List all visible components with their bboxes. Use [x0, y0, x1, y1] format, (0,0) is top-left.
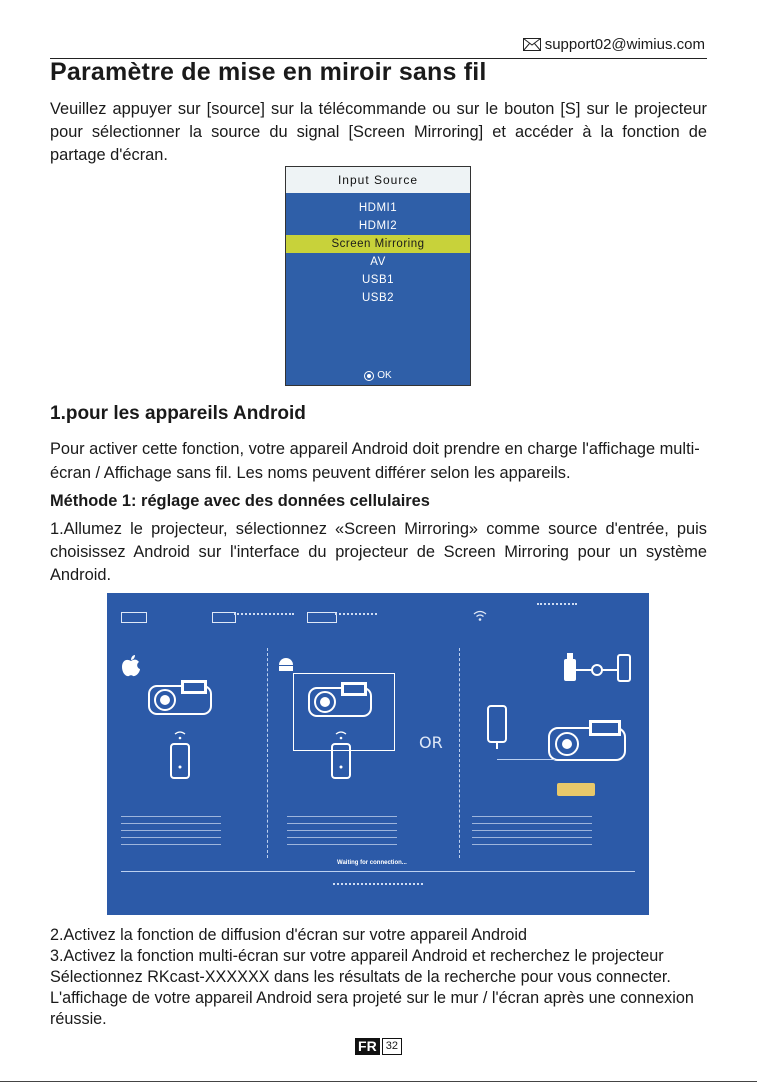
ok-button-icon: [364, 371, 374, 381]
cable-connection-icon: [562, 651, 632, 683]
wifi-icon-ios: [174, 731, 186, 740]
cable-button: [557, 783, 595, 796]
projector-icon-android: [307, 680, 373, 718]
footer-rule: [0, 1081, 757, 1082]
device-box: [307, 612, 337, 623]
step-2: 2.Activez la fonction de diffusion d'écran sur votre appareil Android: [50, 926, 528, 944]
steps-block: [50, 925, 707, 1030]
menu-item-av[interactable]: AV: [370, 256, 386, 268]
or-label: OR: [419, 733, 443, 752]
menu-item-screen-mirroring[interactable]: Screen Mirroring: [286, 235, 470, 253]
wifi-icon: [473, 610, 487, 622]
ip-text: [234, 613, 294, 621]
cable-instructions: [472, 816, 592, 846]
page-number: 32: [382, 1038, 402, 1055]
bottom-separator: [121, 871, 635, 872]
wifi-icon-android: [335, 731, 347, 740]
phone-icon-ios: [170, 743, 190, 779]
envelope-icon: [523, 38, 541, 51]
intro-text: Veuillez appuyer sur [source] sur la télécommande ou sur le bouton [S] sur le projecteur pour sélectionner la source du signal [Screen Mirroring] et accéder à la fonction de partage d'écran.: [50, 100, 707, 164]
mac-address-text: [333, 883, 423, 890]
ok-label: OK: [377, 370, 392, 381]
ip-box: [212, 612, 236, 623]
method1-heading: Méthode 1: réglage avec des données cellulaires: [50, 492, 430, 510]
column-divider-2: [459, 648, 460, 858]
section-android-text: Pour activer cette fonction, votre appareil Android doit prendre en charge l'affichage multi-écran / Affichage sans fil. Les noms peuvent différer selon les appareils.: [50, 440, 700, 482]
menu-list: [286, 199, 470, 307]
projector-icon-cable: [547, 718, 627, 762]
projector-icon-ios: [147, 678, 213, 716]
menu-ok-hint: [286, 370, 470, 381]
android-instructions: [287, 816, 397, 846]
android-icon: [277, 655, 295, 671]
menu-item-usb1[interactable]: USB1: [361, 274, 395, 286]
menu-item-usb2[interactable]: USB2: [361, 292, 395, 304]
input-source-menu: [285, 166, 471, 386]
page-title: Paramètre de mise en miroir sans fil: [50, 58, 487, 86]
menu-item-hdmi1[interactable]: HDMI1: [358, 202, 398, 214]
menu-item-hdmi2[interactable]: HDMI2: [358, 220, 398, 232]
mirroring-screen-image: [107, 593, 649, 915]
device-name-text: [335, 613, 377, 621]
step-3: 3.Activez la fonction multi-écran sur votre appareil Android et recherchez le projecteur Sélectionnez RKcast-XXXXXX dans les résultats de la recherche pour vous connecter. L'affichage de votre appareil Android sera projeté sur le mur / l'écran après une connexion réussie.: [50, 947, 694, 1028]
method1-step1: 1.Allumez le projecteur, sélectionnez «Screen Mirroring» comme source d'entrée, puis choisissez Android sur l'interface du projecteur de Screen Mirroring pour un système Android.: [50, 520, 707, 584]
section-heading-android: 1.pour les appareils Android: [50, 403, 306, 424]
support-email[interactable]: support02@wimius.com: [544, 36, 705, 53]
menu-title: Input Source: [286, 167, 470, 193]
phone-icon-cable: [487, 705, 507, 749]
screen-mode-box: [121, 612, 147, 623]
apple-icon: [121, 655, 141, 677]
waiting-text: Waiting for connection...: [337, 860, 407, 866]
phone-icon-android: [331, 743, 351, 779]
page-footer: [0, 1038, 757, 1055]
language-badge: FR: [355, 1038, 380, 1055]
column-divider-1: [267, 648, 268, 858]
email-row: [523, 36, 705, 53]
cable-line: [497, 759, 555, 760]
version-text: [537, 603, 577, 610]
ios-instructions: [121, 816, 221, 846]
